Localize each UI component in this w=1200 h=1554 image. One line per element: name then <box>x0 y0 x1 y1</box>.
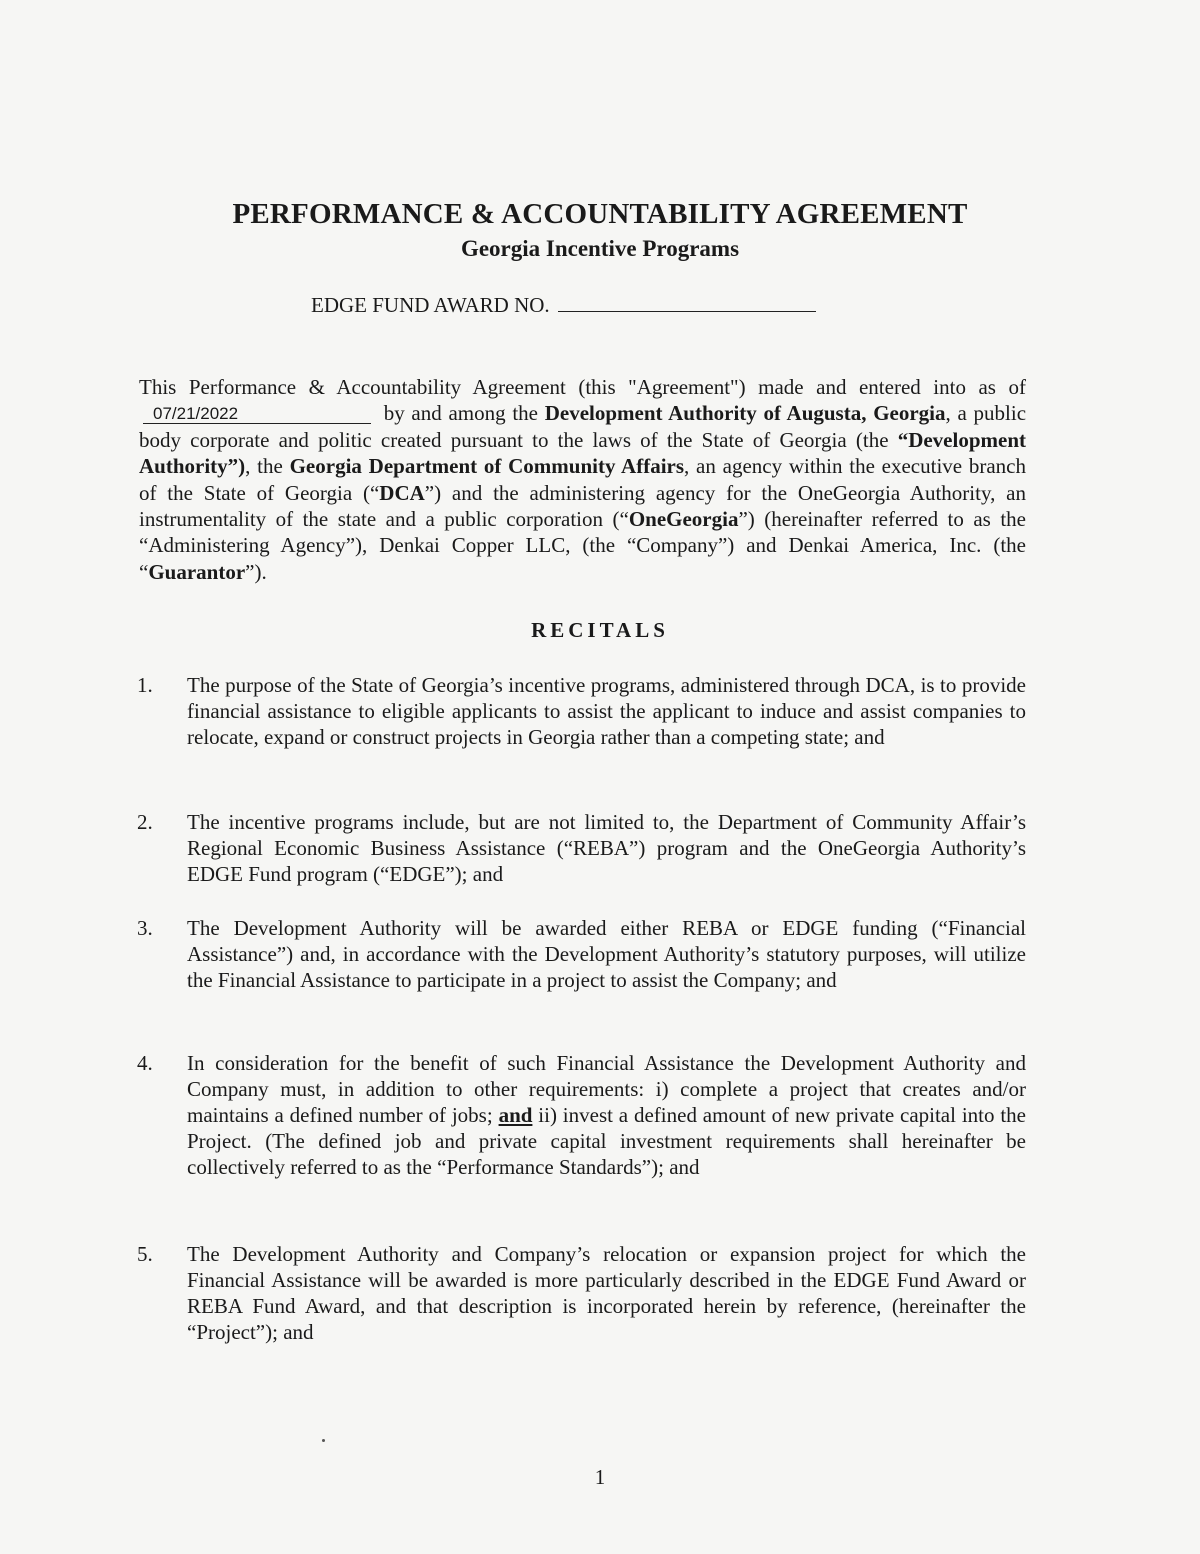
development-authority-name: Development Authority of Augusta, Georgia <box>544 401 946 426</box>
recital-number: 4. <box>137 1051 153 1075</box>
recital-number: 2. <box>137 810 153 834</box>
intro-text-4: , the <box>245 454 290 479</box>
recital-number: 1. <box>137 673 153 697</box>
dca-short: DCA <box>379 480 425 505</box>
intro-text-5: , an agency within the executive branch of the State of Georgia (“ <box>139 454 1027 505</box>
recital-item <box>137 1050 1026 1180</box>
award-number-line <box>311 291 816 318</box>
development-authority-short: “Development Authority”) <box>139 427 1026 479</box>
intro-text-1: This Performance & Accountability Agreement (this "Agreement") made and entered into as of <box>139 375 1026 399</box>
recital-item <box>137 915 1026 993</box>
recital-item <box>137 672 1026 750</box>
recital-text-part: ii) invest a defined amount of new private capital into the Project. (The defined job and private capital investment requirements shall hereinafter be collectively referred to as the “Performance Standards”); and <box>187 1103 1026 1179</box>
dca-name: Georgia Department of Community Affairs <box>289 454 685 479</box>
agreement-date: 07/21/2022 <box>143 405 371 424</box>
recitals-heading: RECITALS <box>531 618 669 642</box>
recital-text: The incentive programs include, but are not limited to, the Department of Community Affair’s Regional Economic Business Assistance (“REBA”) program and the OneGeorgia Authority’s EDGE Fund program (“EDGE”); and <box>187 810 1026 886</box>
recital-text-part: In consideration for the benefit of such Financial Assistance the Development Authority and Company must, in addition to other requirements: i) complete a project that creates and/or maintains a defined number of jobs; <box>187 1051 1026 1127</box>
recital-number: 3. <box>137 916 153 940</box>
onegeorgia-short: OneGeorgia <box>628 507 739 532</box>
recital-text <box>187 1050 1026 1180</box>
intro-text-8: ”). <box>245 559 267 584</box>
intro-text-7: ”) (hereinafter referred to as the “Administering Agency”), Denkai Copper LLC, (the “Company”) and Denkai America, Inc. (the “ <box>139 507 1026 584</box>
recital-text: The Development Authority and Company’s relocation or expansion project for which the Financial Assistance will be awarded is more particularly described in the EDGE Fund Award or REBA Fund Award, and that description is incorporated herein by reference, (hereinafter the “Project”); and <box>187 1242 1026 1344</box>
document-subtitle: Georgia Incentive Programs <box>460 236 740 261</box>
award-number-blank <box>558 291 816 312</box>
intro-text-2: by and among the <box>383 401 539 426</box>
recital-number: 5. <box>137 1242 153 1266</box>
recital-text: The Development Authority will be awarded either REBA or EDGE funding (“Financial Assistance”) and, in accordance with the Development Authority’s statutory purposes, will utilize the Financial Assistance to participate in a project to assist the Company; and <box>187 916 1026 992</box>
intro-paragraph <box>139 374 1026 585</box>
intro-text-3: , a public body corporate and politic created pursuant to the laws of the State of Georgia (the <box>139 401 1027 452</box>
document-title: PERFORMANCE & ACCOUNTABILITY AGREEMENT <box>232 198 968 230</box>
scan-speck <box>322 1439 325 1442</box>
recital-text: The purpose of the State of Georgia’s incentive programs, administered through DCA, is to provide financial assistance to eligible applicants to assist the applicant to induce and assist companies to relocate, expand or construct projects in Georgia rather than a competing state; and <box>187 673 1026 749</box>
page-number: 1 <box>594 1465 606 1489</box>
recital-item <box>137 1241 1026 1345</box>
guarantor-short: Guarantor <box>148 559 246 584</box>
recital-item <box>137 809 1026 887</box>
award-label: EDGE FUND AWARD NO. <box>311 293 550 317</box>
recital-emphasis-and: and <box>498 1103 533 1127</box>
intro-text-6: ”) and the administering agency for the OneGeorgia Authority, an instrumentality of the state and a public corporation (“ <box>139 480 1026 532</box>
